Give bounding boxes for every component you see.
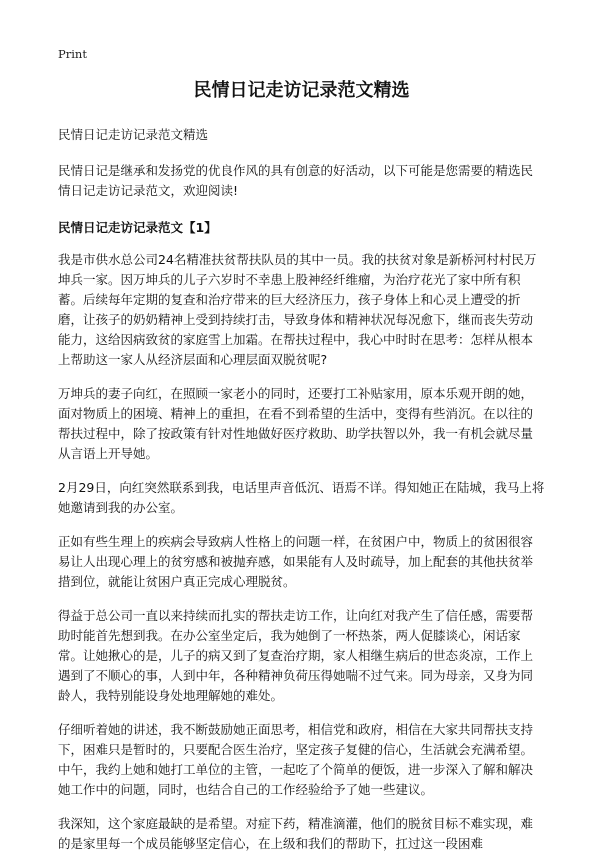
document-subtitle: 民情日记走访记录范文精选: [58, 127, 209, 142]
body-paragraph-1: 我是市供水总公司24名精准扶贫帮扶队员的其中一员。我的扶贫对象是新桥河村村民万坤兵一家。因万坤兵的儿子六岁时不幸患上股神经纤维瘤，为治疗花光了家中所有积蓄。后续每年定期的复查和治疗带来的巨大经济压力，孩子身体上和心灵上遭受的折磨，让孩子的奶奶精神上受到持续打击，导致身体和精神状况每况愈下，继而丧失劳动能力，这给因病致贫的家庭雪上加霜。在帮扶过程中，我心中时时在思考：怎样从根本上帮助这一家人从经济层面和心理层面双脱贫呢?: [58, 252, 537, 367]
body-paragraph-6: 仔细听着她的讲述，我不断鼓励她正面思考，相信党和政府，相信在大家共同帮扶支持下，困难只是暂时的，只要配合医生治疗，坚定孩子复健的信心，生活就会充满希望。中午，我约上她和她打工单位的主管，一起吃了个简单的便饭，进一步深入了解和解决她工作中的问题，同时，也结合自己的工作经验给予了她一些建议。: [58, 722, 534, 797]
body-paragraph-7: 我深知，这个家庭最缺的是希望。对症下药，精准滴灌，他们的脱贫目标不难实现，难的是家里每一个成员能够坚定信心，在上级和我们的帮助下，扛过这一段困难: [58, 816, 534, 851]
body-paragraph-5: 得益于总公司一直以来持续而扎实的帮扶走访工作，让向红对我产生了信任感，需要帮助时能首先想到我。在办公室坐定后，我为她倒了一杯热茶，两人促膝谈心，闲话家常。让她揪心的是，儿子的病又到了复查治疗期，家人相继生病后的世态炎凉，工作上遇到了不顺心的事，人到中年，各种精神负荷压得她喘不过气来。同为母亲，又身为同龄人，我特别能设身处地理解她的难处。: [58, 608, 534, 703]
intro-paragraph: 民情日记是继承和发扬党的优良作风的具有创意的好活动，以下可能是您需要的精选民情日记走访记录范文，欢迎阅读!: [58, 163, 534, 198]
body-paragraph-4: 正如有些生理上的疾病会导致病人性格上的问题一样，在贫困户中，物质上的贫困很容易让人出现心理上的贫穷感和被抛弃感，如果能有人及时疏导，加上配套的其他扶贫举措到位，就能让贫困户真正完成心理脱贫。: [58, 534, 534, 589]
body-paragraph-2: 万坤兵的妻子向红，在照顾一家老小的同时，还要打工补贴家用，原本乐观开朗的她，面对物质上的困境、精神上的重担，在看不到希望的生活中，变得有些消沉。在以往的帮扶过程中，除了按政策有针对性地做好医疗救助、助学扶智以外，我一有机会就尽量从言语上开导她。: [58, 386, 534, 461]
document-page: [58, 78, 545, 854]
body-paragraph-3: 2月29日，向红突然联系到我，电话里声音低沉、语焉不详。得知她正在陆城，我马上将她邀请到我的办公室。: [58, 480, 545, 515]
print-link[interactable]: Print: [58, 47, 87, 61]
section-heading: 民情日记走访记录范文【1】: [58, 220, 217, 235]
page-title: 民情日记走访记录范文精选: [193, 80, 410, 101]
